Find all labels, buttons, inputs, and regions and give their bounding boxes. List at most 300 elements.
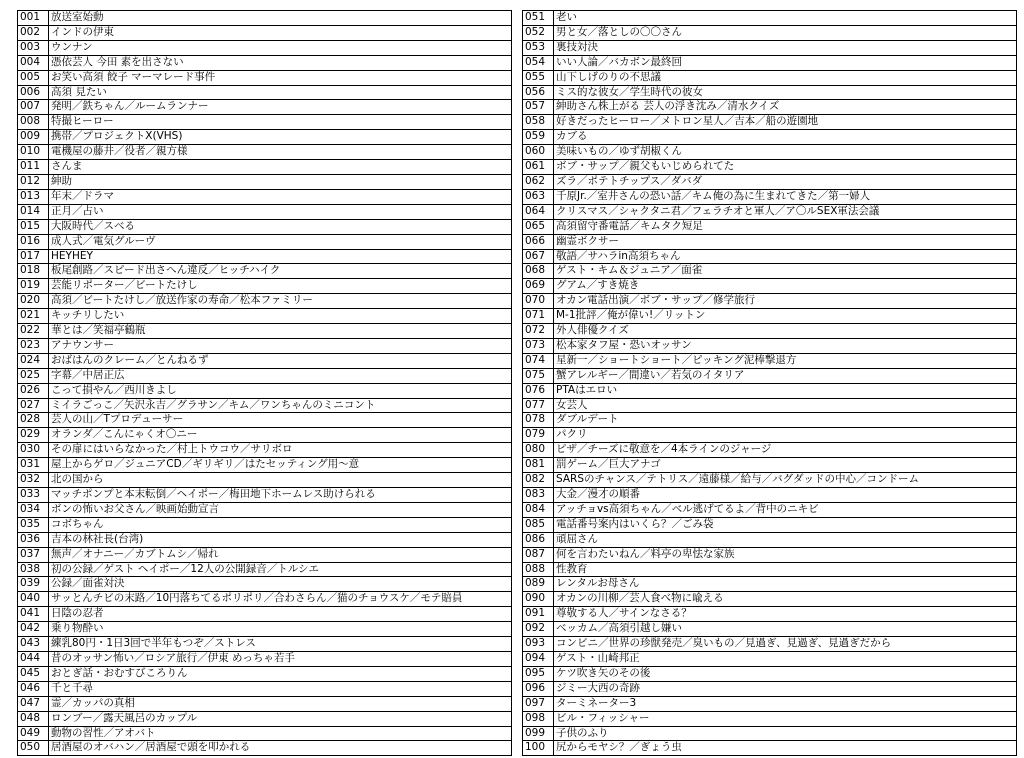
- table-row: [523, 428, 1017, 443]
- episode-number: 042: [18, 622, 49, 637]
- episode-title: 華とは／笑福亭鶴瓶: [49, 324, 512, 339]
- table-row: [18, 726, 512, 741]
- episode-title: PTAはエロい: [554, 383, 1017, 398]
- table-row: [18, 592, 512, 607]
- episode-number: 058: [523, 115, 554, 130]
- episode-number: 022: [18, 324, 49, 339]
- episode-number: 012: [18, 174, 49, 189]
- table-row: [523, 532, 1017, 547]
- episode-number: 075: [523, 368, 554, 383]
- episode-title: おばはんのクレーム／とんねるず: [49, 353, 512, 368]
- episode-table-right: [522, 10, 1017, 756]
- episode-title: 好きだったヒーロー／メトロン星人／吉本／船の遊園地: [554, 115, 1017, 130]
- episode-number: 026: [18, 383, 49, 398]
- episode-table-right-body: [523, 11, 1017, 756]
- episode-title: キッチリしたい: [49, 309, 512, 324]
- table-row: [523, 488, 1017, 503]
- episode-title: さんま: [49, 160, 512, 175]
- episode-number: 054: [523, 55, 554, 70]
- episode-number: 056: [523, 85, 554, 100]
- episode-title: 高須／ビートたけし／放送作家の寿命／松本ファミリー: [49, 294, 512, 309]
- episode-number: 031: [18, 458, 49, 473]
- episode-title: 女芸人: [554, 398, 1017, 413]
- episode-title: 紳助: [49, 174, 512, 189]
- table-row: [18, 502, 512, 517]
- episode-title: オランダ／こんにゃくオ〇ニー: [49, 428, 512, 443]
- episode-number: 088: [523, 562, 554, 577]
- episode-title: ミス的な彼女／学生時代の彼女: [554, 85, 1017, 100]
- episode-title: ボンの怖いお父さん／映画始動宣言: [49, 502, 512, 517]
- table-row: [523, 473, 1017, 488]
- episode-number: 066: [523, 234, 554, 249]
- episode-number: 084: [523, 502, 554, 517]
- episode-title: ビル・フィッシャー: [554, 711, 1017, 726]
- episode-number: 059: [523, 130, 554, 145]
- episode-number: 045: [18, 666, 49, 681]
- episode-title: 老い: [554, 11, 1017, 26]
- episode-number: 047: [18, 696, 49, 711]
- episode-title: 高須留守番電話／キムタク短足: [554, 219, 1017, 234]
- table-row: [523, 666, 1017, 681]
- episode-title: 子供のふり: [554, 726, 1017, 741]
- table-row: [523, 249, 1017, 264]
- table-row: [523, 398, 1017, 413]
- episode-title: 芸人の山／Tプロデューサー: [49, 413, 512, 428]
- episode-number: 005: [18, 70, 49, 85]
- episode-number: 049: [18, 726, 49, 741]
- episode-number: 010: [18, 145, 49, 160]
- episode-title: アナウンサー: [49, 338, 512, 353]
- episode-title: 芸能リポーター／ビートたけし: [49, 279, 512, 294]
- table-row: [523, 85, 1017, 100]
- episode-title: 外人俳優クイズ: [554, 324, 1017, 339]
- episode-number: 003: [18, 40, 49, 55]
- table-row: [18, 413, 512, 428]
- table-row: [18, 294, 512, 309]
- episode-title: 年末／ドラマ: [49, 189, 512, 204]
- table-row: [523, 651, 1017, 666]
- episode-number: 020: [18, 294, 49, 309]
- episode-title: 特撮ヒーロー: [49, 115, 512, 130]
- table-row: [523, 264, 1017, 279]
- episode-number: 082: [523, 473, 554, 488]
- episode-number: 051: [523, 11, 554, 26]
- table-row: [523, 338, 1017, 353]
- table-row: [523, 502, 1017, 517]
- episode-number: 087: [523, 547, 554, 562]
- episode-number: 014: [18, 204, 49, 219]
- table-row: [523, 622, 1017, 637]
- episode-title: 大阪時代／スベる: [49, 219, 512, 234]
- episode-title: 正月／占い: [49, 204, 512, 219]
- episode-title: ウンナン: [49, 40, 512, 55]
- episode-number: 032: [18, 473, 49, 488]
- episode-number: 009: [18, 130, 49, 145]
- table-row: [523, 115, 1017, 130]
- table-row: [18, 651, 512, 666]
- table-row: [18, 309, 512, 324]
- table-row: [523, 11, 1017, 26]
- table-row: [18, 40, 512, 55]
- table-row: [523, 577, 1017, 592]
- episode-title: ズラ／ポテトチップス／ダバダ: [554, 174, 1017, 189]
- episode-number: 023: [18, 338, 49, 353]
- episode-title: 発明／鉄ちゃん／ルームランナー: [49, 100, 512, 115]
- episode-title: 星新一／ショートショート／ピッキング泥棒撃退方: [554, 353, 1017, 368]
- table-row: [18, 249, 512, 264]
- episode-title: 動物の習性／アオバト: [49, 726, 512, 741]
- table-row: [18, 130, 512, 145]
- episode-title: ダブルデート: [554, 413, 1017, 428]
- table-row: [18, 532, 512, 547]
- episode-number: 099: [523, 726, 554, 741]
- table-row: [523, 741, 1017, 756]
- episode-number: 004: [18, 55, 49, 70]
- episode-number: 061: [523, 160, 554, 175]
- table-row: [523, 234, 1017, 249]
- episode-title: 公録／面雀対決: [49, 577, 512, 592]
- episode-number: 071: [523, 309, 554, 324]
- table-row: [523, 517, 1017, 532]
- episode-title: 山下しげのりの不思議: [554, 70, 1017, 85]
- episode-number: 077: [523, 398, 554, 413]
- episode-number: 070: [523, 294, 554, 309]
- episode-number: 096: [523, 681, 554, 696]
- episode-number: 007: [18, 100, 49, 115]
- episode-title: SARSのチャンス／テトリス／遠藤様／給与／バグダッドの中心／コンドーム: [554, 473, 1017, 488]
- episode-number: 090: [523, 592, 554, 607]
- episode-title: いい人論／バカボン最終回: [554, 55, 1017, 70]
- episode-number: 021: [18, 309, 49, 324]
- table-row: [523, 696, 1017, 711]
- episode-number: 093: [523, 637, 554, 652]
- episode-title: ピザ／チーズに敬意を／4本ラインのジャージ: [554, 443, 1017, 458]
- episode-title: 憑依芸人 今田 素を出さない: [49, 55, 512, 70]
- episode-title: レンタルお母さん: [554, 577, 1017, 592]
- episode-number: 078: [523, 413, 554, 428]
- table-row: [18, 547, 512, 562]
- episode-title: 性教育: [554, 562, 1017, 577]
- episode-number: 074: [523, 353, 554, 368]
- table-row: [18, 622, 512, 637]
- episode-title: 板尾創路／スピード出さへん違反／ヒッチハイク: [49, 264, 512, 279]
- episode-number: 017: [18, 249, 49, 264]
- episode-title: アッチョvs高須ちゃん／ベル逃げてるよ／背中のニキビ: [554, 502, 1017, 517]
- episode-title: サッとんチビの末路／10円落ちてるポリポリ／合わさらん／猫のチョウスケ／モテ賠員: [49, 592, 512, 607]
- episode-title: 高須 見たい: [49, 85, 512, 100]
- table-row: [18, 741, 512, 756]
- table-row: [523, 279, 1017, 294]
- episode-number: 091: [523, 607, 554, 622]
- episode-number: 073: [523, 338, 554, 353]
- episode-number: 044: [18, 651, 49, 666]
- episode-number: 036: [18, 532, 49, 547]
- episode-title: 霊／カッパの真相: [49, 696, 512, 711]
- table-row: [523, 383, 1017, 398]
- episode-number: 028: [18, 413, 49, 428]
- episode-number: 094: [523, 651, 554, 666]
- table-row: [523, 189, 1017, 204]
- table-row: [18, 338, 512, 353]
- episode-title: こって損やん／西川きよし: [49, 383, 512, 398]
- episode-title: M-1批評／俺が偉い!／リットン: [554, 309, 1017, 324]
- episode-number: 030: [18, 443, 49, 458]
- table-row: [523, 100, 1017, 115]
- episode-title: その扉にはいらなかった／村上トウコウ／サリボロ: [49, 443, 512, 458]
- table-row: [523, 711, 1017, 726]
- episode-number: 095: [523, 666, 554, 681]
- table-row: [18, 115, 512, 130]
- episode-number: 002: [18, 25, 49, 40]
- table-row: [523, 160, 1017, 175]
- table-row: [18, 711, 512, 726]
- episode-number: 097: [523, 696, 554, 711]
- episode-table-left: [17, 10, 512, 756]
- episode-title: 敬語／サハラin高須ちゃん: [554, 249, 1017, 264]
- episode-title: マッチポンプと本末転倒／ヘイポー／梅田地下ホームレス助けられる: [49, 488, 512, 503]
- episode-number: 016: [18, 234, 49, 249]
- episode-title: 携帯／プロジェクトX(VHS): [49, 130, 512, 145]
- episode-number: 039: [18, 577, 49, 592]
- episode-number: 062: [523, 174, 554, 189]
- episode-number: 025: [18, 368, 49, 383]
- episode-title: 北の国から: [49, 473, 512, 488]
- episode-number: 037: [18, 547, 49, 562]
- episode-title: ジミー大西の奇跡: [554, 681, 1017, 696]
- table-row: [523, 294, 1017, 309]
- table-row: [523, 368, 1017, 383]
- episode-number: 052: [523, 25, 554, 40]
- episode-title: カブる: [554, 130, 1017, 145]
- episode-title: クリスマス／シャクタニ君／フェラチオと軍人／ア〇ルSEX軍法会議: [554, 204, 1017, 219]
- episode-number: 069: [523, 279, 554, 294]
- episode-title: 無声／オナニー／カブトムシ／帰れ: [49, 547, 512, 562]
- episode-title: 吉本の林社長(台湾): [49, 532, 512, 547]
- episode-title: 千原Jr.／室井さんの恐い話／キム俺の為に生まれてきた／第一婦人: [554, 189, 1017, 204]
- table-row: [18, 562, 512, 577]
- table-row: [18, 577, 512, 592]
- table-row: [18, 204, 512, 219]
- table-row: [18, 11, 512, 26]
- episode-title: パクリ: [554, 428, 1017, 443]
- episode-title: 尊敬する人／サインなさる？: [554, 607, 1017, 622]
- episode-number: 083: [523, 488, 554, 503]
- episode-title: HEYHEY: [49, 249, 512, 264]
- table-row: [18, 637, 512, 652]
- table-row: [18, 607, 512, 622]
- table-row: [18, 70, 512, 85]
- episode-title: 字幕／中居正広: [49, 368, 512, 383]
- table-row: [523, 204, 1017, 219]
- table-row: [18, 174, 512, 189]
- episode-title: 何を言わたいねん／料亭の卑怯な家族: [554, 547, 1017, 562]
- episode-number: 064: [523, 204, 554, 219]
- table-row: [18, 234, 512, 249]
- table-row: [523, 130, 1017, 145]
- episode-title: おとぎ話・おむすびころりん: [49, 666, 512, 681]
- episode-title: ベッカム／高須引越し嫌い: [554, 622, 1017, 637]
- table-row: [18, 353, 512, 368]
- episode-title: コボちゃん: [49, 517, 512, 532]
- table-row: [18, 85, 512, 100]
- episode-title: 松本家タフ屋・恐いオッサン: [554, 338, 1017, 353]
- table-row: [523, 547, 1017, 562]
- table-row: [18, 428, 512, 443]
- episode-number: 080: [523, 443, 554, 458]
- episode-title: 美味いもの／ゆず胡椒くん: [554, 145, 1017, 160]
- episode-title: ケツ吹き矢のその後: [554, 666, 1017, 681]
- table-row: [18, 264, 512, 279]
- episode-title: ミイラごっこ／矢沢永吉／グラサン／キム／ワンちゃんのミニコント: [49, 398, 512, 413]
- table-row: [18, 100, 512, 115]
- episode-number: 076: [523, 383, 554, 398]
- episode-number: 038: [18, 562, 49, 577]
- episode-number: 015: [18, 219, 49, 234]
- table-row: [18, 696, 512, 711]
- table-row: [523, 637, 1017, 652]
- table-row: [523, 353, 1017, 368]
- episode-title: 大金／漫才の順番: [554, 488, 1017, 503]
- episode-title: 居酒屋のオバハン／居酒屋で頭を叩かれる: [49, 741, 512, 756]
- episode-number: 067: [523, 249, 554, 264]
- episode-number: 013: [18, 189, 49, 204]
- table-row: [523, 25, 1017, 40]
- episode-number: 100: [523, 741, 554, 756]
- table-row: [523, 562, 1017, 577]
- table-row: [523, 681, 1017, 696]
- table-row: [18, 145, 512, 160]
- episode-number: 053: [523, 40, 554, 55]
- episode-title: 紳助さん株上がる 芸人の浮き沈み／清水クイズ: [554, 100, 1017, 115]
- table-row: [523, 70, 1017, 85]
- episode-number: 011: [18, 160, 49, 175]
- table-row: [18, 25, 512, 40]
- episode-number: 068: [523, 264, 554, 279]
- table-row: [18, 517, 512, 532]
- episode-number: 079: [523, 428, 554, 443]
- episode-number: 006: [18, 85, 49, 100]
- episode-number: 060: [523, 145, 554, 160]
- table-row: [18, 666, 512, 681]
- episode-title: 裏技対決: [554, 40, 1017, 55]
- episode-number: 089: [523, 577, 554, 592]
- episode-number: 055: [523, 70, 554, 85]
- episode-title: 放送室始動: [49, 11, 512, 26]
- episode-title: オカンの川柳／芸人食べ物に喩える: [554, 592, 1017, 607]
- episode-number: 048: [18, 711, 49, 726]
- table-row: [18, 279, 512, 294]
- episode-number: 057: [523, 100, 554, 115]
- episode-title: グアム／すき焼き: [554, 279, 1017, 294]
- episode-number: 034: [18, 502, 49, 517]
- table-row: [523, 309, 1017, 324]
- episode-number: 086: [523, 532, 554, 547]
- episode-title: オカン電話出演／ボブ・サップ／修学旅行: [554, 294, 1017, 309]
- episode-title: 電機屋の藤井／役者／親方様: [49, 145, 512, 160]
- episode-title: 電話番号案内はいくら？／ごみ袋: [554, 517, 1017, 532]
- table-row: [18, 324, 512, 339]
- episode-title: 初の公録／ゲスト ヘイポー／12人の公開録音／トルシエ: [49, 562, 512, 577]
- episode-number: 050: [18, 741, 49, 756]
- table-row: [523, 726, 1017, 741]
- table-row: [523, 219, 1017, 234]
- episode-title: 男と女／落としの〇〇さん: [554, 25, 1017, 40]
- table-row: [523, 607, 1017, 622]
- table-row: [18, 681, 512, 696]
- episode-title: 練乳80円・1日3回で半年もつぞ／ストレス: [49, 637, 512, 652]
- episode-number: 027: [18, 398, 49, 413]
- table-row: [523, 40, 1017, 55]
- table-row: [523, 55, 1017, 70]
- episode-title: 昔のオッサン怖い／ロシア旅行／伊東 めっちゃ若手: [49, 651, 512, 666]
- episode-title: ターミネーター3: [554, 696, 1017, 711]
- table-row: [18, 473, 512, 488]
- episode-title: インドの伊東: [49, 25, 512, 40]
- table-row: [523, 443, 1017, 458]
- episode-number: 085: [523, 517, 554, 532]
- episode-title: 幽霊ボクサー: [554, 234, 1017, 249]
- table-row: [18, 160, 512, 175]
- episode-number: 040: [18, 592, 49, 607]
- episode-number: 098: [523, 711, 554, 726]
- episode-number: 024: [18, 353, 49, 368]
- table-row: [18, 55, 512, 70]
- episode-number: 046: [18, 681, 49, 696]
- table-row: [523, 174, 1017, 189]
- table-row: [523, 592, 1017, 607]
- episode-title: ロンブー／露天風呂のカップル: [49, 711, 512, 726]
- episode-number: 001: [18, 11, 49, 26]
- episode-title: 蟹アレルギー／間違い／若気のイタリア: [554, 368, 1017, 383]
- episode-title: ゲスト・キム＆ジュニア／面雀: [554, 264, 1017, 279]
- episode-title: 屋上からゲロ／ジュニアCD／ギリギリ／はたセッティング用〜意: [49, 458, 512, 473]
- episode-number: 041: [18, 607, 49, 622]
- episode-number: 029: [18, 428, 49, 443]
- episode-title: 千と千尋: [49, 681, 512, 696]
- episode-title: 乗り物酔い: [49, 622, 512, 637]
- episode-title: ボブ・サップ／親父もいじめられてた: [554, 160, 1017, 175]
- episode-number: 008: [18, 115, 49, 130]
- episode-number: 019: [18, 279, 49, 294]
- episode-title: ゲスト・山崎邦正: [554, 651, 1017, 666]
- episode-title: 頑屈さん: [554, 532, 1017, 547]
- episode-title: 尻からモヤシ？／ぎょう虫: [554, 741, 1017, 756]
- episode-number: 018: [18, 264, 49, 279]
- table-row: [523, 145, 1017, 160]
- episode-title: コンビニ／世界の珍獣発売／臭いもの／見過ぎ、見過ぎ、見過ぎだから: [554, 637, 1017, 652]
- table-row: [18, 488, 512, 503]
- table-row: [523, 324, 1017, 339]
- table-row: [523, 458, 1017, 473]
- table-row: [18, 189, 512, 204]
- episode-title: 日陰の忍者: [49, 607, 512, 622]
- table-row: [523, 413, 1017, 428]
- episode-number: 081: [523, 458, 554, 473]
- table-row: [18, 398, 512, 413]
- episode-number: 092: [523, 622, 554, 637]
- episode-number: 065: [523, 219, 554, 234]
- table-row: [18, 219, 512, 234]
- episode-title: お笑い高須 餃子 マーマレード事件: [49, 70, 512, 85]
- table-row: [18, 458, 512, 473]
- episode-number: 043: [18, 637, 49, 652]
- episode-sheet: [17, 10, 1017, 756]
- table-row: [18, 368, 512, 383]
- table-row: [18, 383, 512, 398]
- episode-title: 罰ゲーム／巨大アナゴ: [554, 458, 1017, 473]
- episode-number: 063: [523, 189, 554, 204]
- table-row: [18, 443, 512, 458]
